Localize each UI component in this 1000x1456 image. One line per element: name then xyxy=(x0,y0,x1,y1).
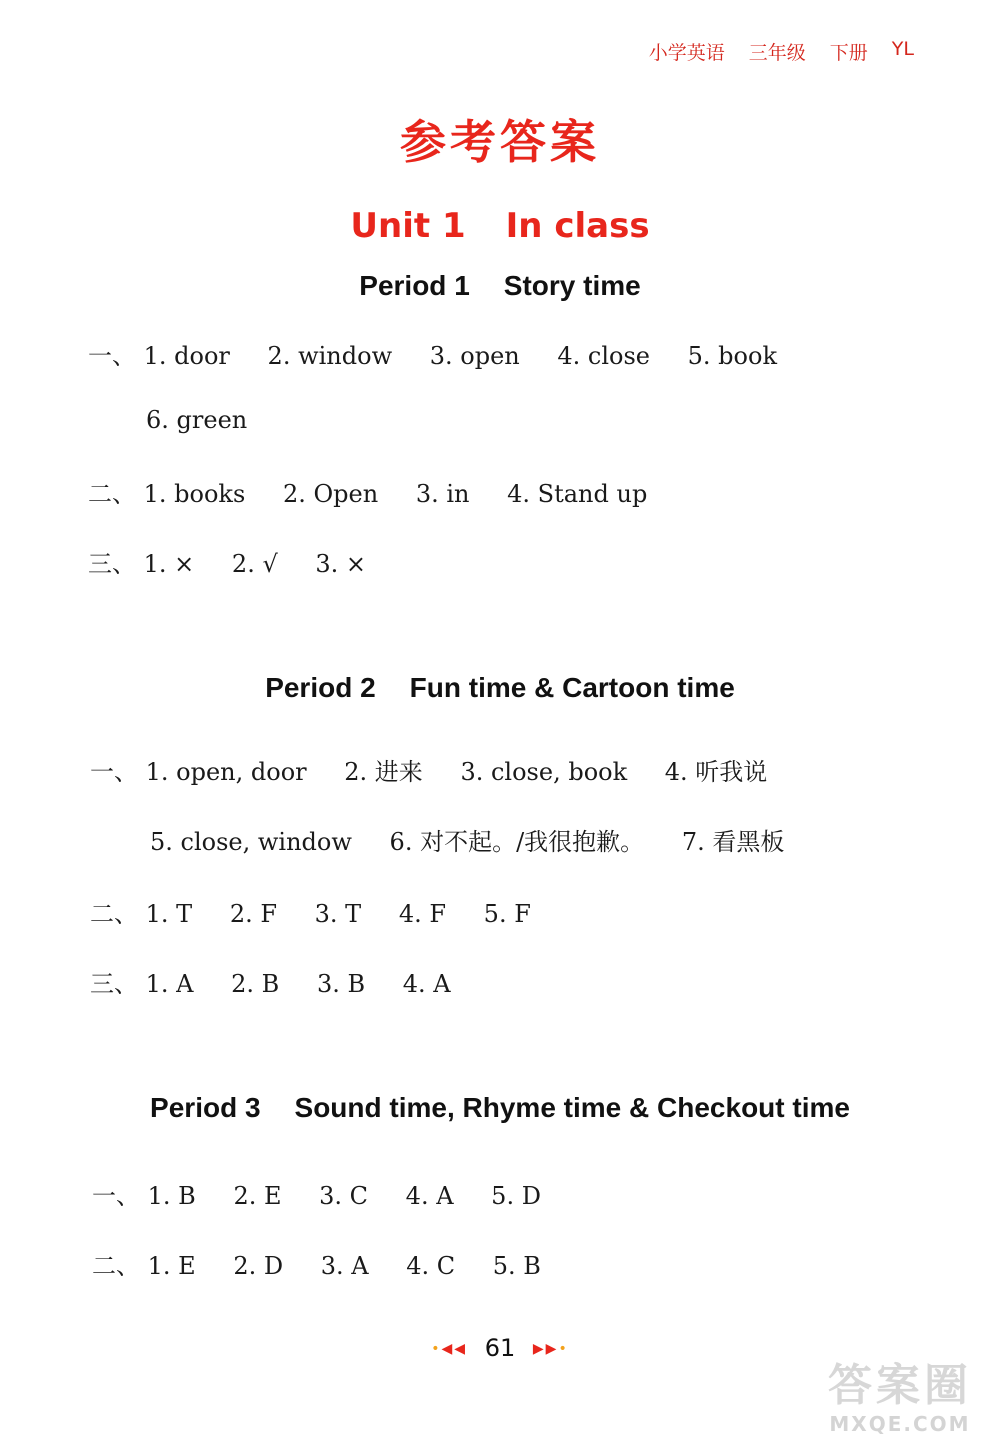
question-marker: 三、 xyxy=(90,970,138,998)
page-header xyxy=(649,38,914,65)
answer-line xyxy=(88,336,807,371)
header-subject: 小学英语 xyxy=(648,42,725,64)
answer-item: 3. in xyxy=(415,480,470,508)
answer-line xyxy=(88,474,677,509)
question-marker: 二、 xyxy=(88,480,136,508)
watermark-logo xyxy=(810,1360,990,1450)
period-number: Period 3 xyxy=(150,1092,261,1123)
answer-line xyxy=(92,1176,571,1211)
answer-item: 4. Stand up xyxy=(507,480,648,508)
answer-item: 1. door xyxy=(143,342,230,370)
answer-item: 1. B xyxy=(147,1182,196,1210)
left-arrows-icon: •◀◀ xyxy=(431,1341,468,1357)
page-footer xyxy=(0,1334,1000,1362)
question-marker: 二、 xyxy=(92,1252,140,1280)
answer-item: 3. A xyxy=(320,1252,369,1280)
answer-item: 4. C xyxy=(406,1252,456,1280)
answer-item: 7. 看黑板 xyxy=(681,828,785,856)
period-name: Sound time, Rhyme time & Checkout time xyxy=(294,1092,850,1123)
answer-item: 2. F xyxy=(229,900,278,928)
period-number: Period 2 xyxy=(265,672,376,703)
answer-item: 2. Open xyxy=(282,480,379,508)
answer-item: 5. D xyxy=(491,1182,541,1210)
question-marker: 二、 xyxy=(90,900,138,928)
answer-item: 4. 听我说 xyxy=(664,758,768,786)
answer-item: 6. 对不起。/我很抱歉。 xyxy=(389,828,645,856)
period-number: Period 1 xyxy=(359,270,470,301)
answer-line xyxy=(88,544,396,579)
answer-item: 4. F xyxy=(398,900,447,928)
answer-item: 3. T xyxy=(314,900,362,928)
answer-item: 3. C xyxy=(319,1182,369,1210)
answer-item: 2. window xyxy=(267,342,393,370)
answer-item: 1. books xyxy=(143,480,246,508)
header-grade: 三年级 xyxy=(748,42,806,64)
answer-line xyxy=(90,964,481,999)
answer-item: 1. T xyxy=(145,900,193,928)
answer-item: 2. E xyxy=(233,1182,282,1210)
answer-item: 1. open, door xyxy=(145,758,307,786)
page-title: 参考答案 xyxy=(400,115,600,169)
answer-item: 2. √ xyxy=(231,550,278,578)
period-name: Story time xyxy=(503,270,641,301)
answer-item: 3. close, book xyxy=(460,758,628,786)
answer-item: 1. E xyxy=(147,1252,196,1280)
answer-item: 4. A xyxy=(402,970,451,998)
period-heading-2 xyxy=(0,672,1000,704)
header-volume: 下册 xyxy=(829,42,868,64)
answer-item: 5. B xyxy=(492,1252,541,1280)
answer-item: 2. D xyxy=(233,1252,284,1280)
answer-line xyxy=(146,406,277,434)
answer-item: 4. A xyxy=(405,1182,454,1210)
answer-item: 1. A xyxy=(145,970,194,998)
answer-item: 3. open xyxy=(429,342,520,370)
answer-item: 1. × xyxy=(143,550,195,578)
unit-title xyxy=(0,206,1000,246)
answer-item: 4. close xyxy=(557,342,651,370)
watermark-bottom: MXQE.COM xyxy=(829,1412,971,1436)
period-heading-1 xyxy=(0,270,1000,302)
answer-item: 5. book xyxy=(687,342,777,370)
answer-line xyxy=(150,822,814,857)
period-heading-3 xyxy=(0,1092,1000,1124)
unit-name: In class xyxy=(505,206,650,246)
right-arrows-icon: ▶▶• xyxy=(532,1341,569,1357)
answer-item: 6. green xyxy=(146,406,248,434)
answer-item: 5. F xyxy=(483,900,531,928)
question-marker: 一、 xyxy=(92,1182,140,1210)
header-edition: YL xyxy=(891,38,914,60)
question-marker: 一、 xyxy=(90,758,138,786)
answer-line xyxy=(92,1246,571,1281)
page-number: 61 xyxy=(484,1334,516,1362)
question-marker: 一、 xyxy=(88,342,136,370)
unit-number: Unit 1 xyxy=(350,206,466,246)
answer-line xyxy=(90,894,561,929)
answer-item: 5. close, window xyxy=(150,828,352,856)
answer-item: 3. × xyxy=(315,550,367,578)
answer-line xyxy=(90,752,797,787)
answer-item: 2. 进来 xyxy=(344,758,423,786)
answer-item: 3. B xyxy=(316,970,366,998)
question-marker: 三、 xyxy=(88,550,136,578)
answer-item: 2. B xyxy=(231,970,280,998)
period-name: Fun time & Cartoon time xyxy=(409,672,735,703)
watermark-top: 答案圈 xyxy=(828,1360,972,1411)
